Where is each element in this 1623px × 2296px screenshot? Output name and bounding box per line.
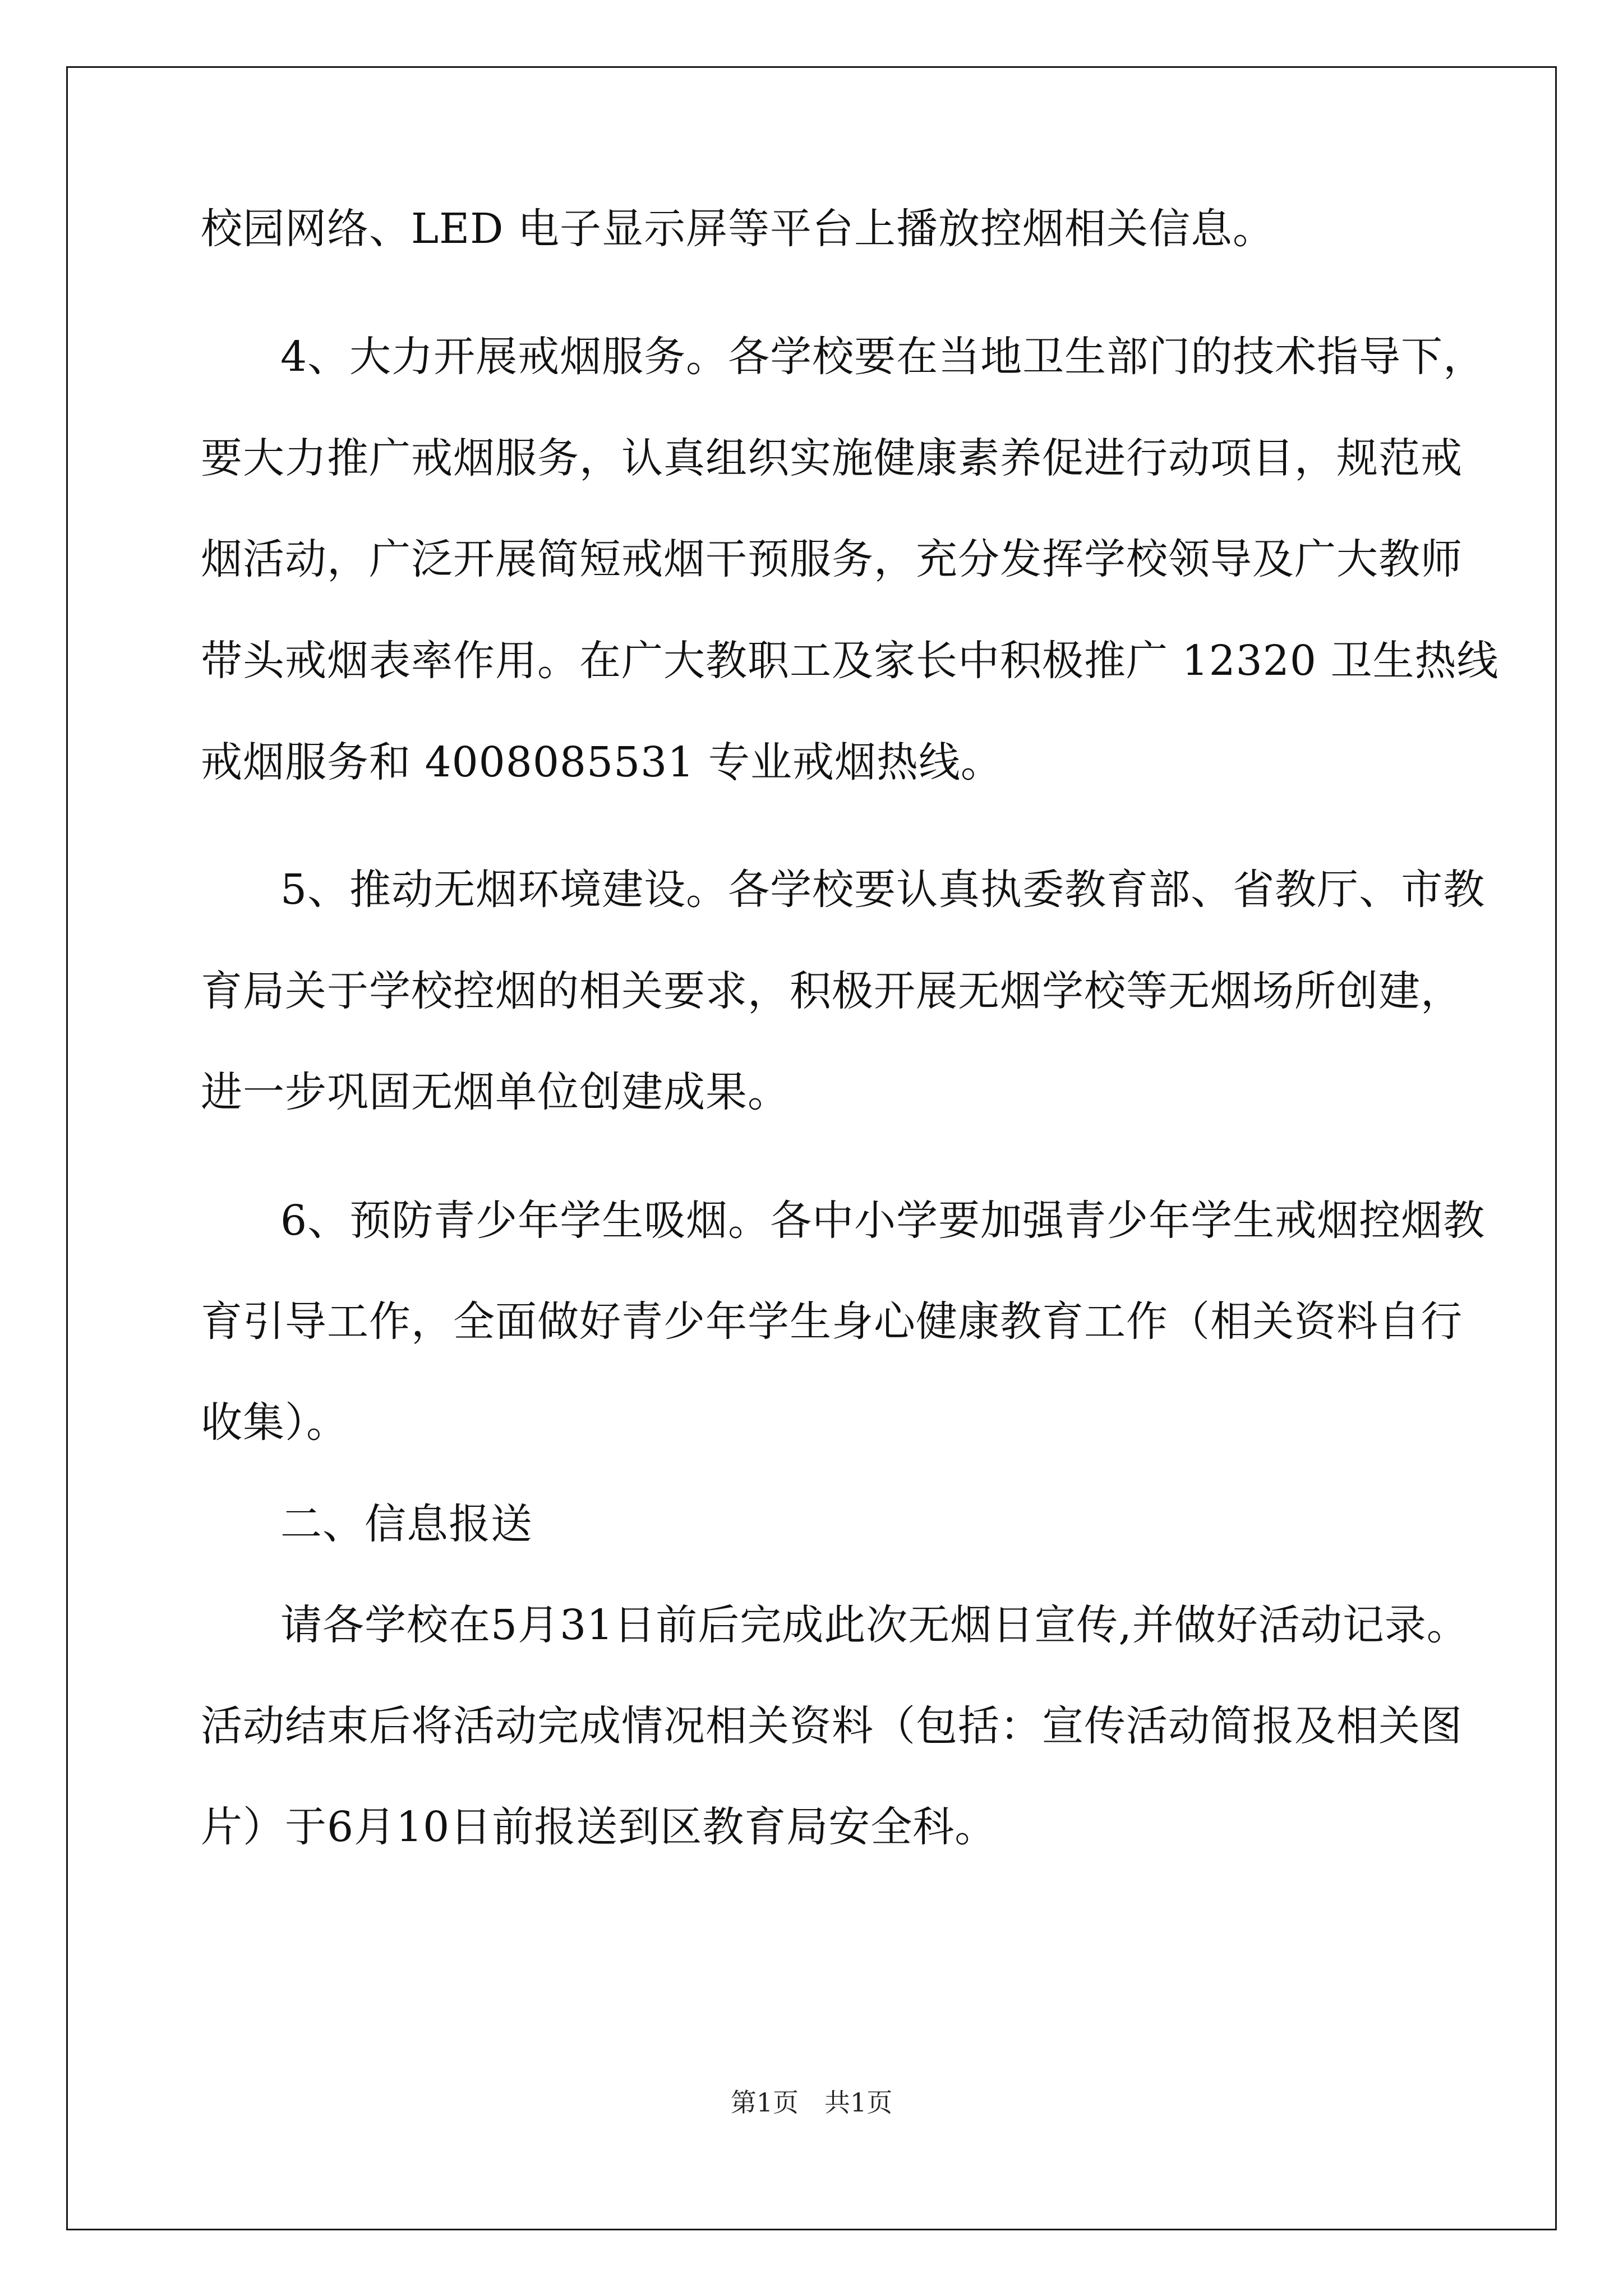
paragraph-6-line-1: 6、预防青少年学生吸烟。各中小学要加强青少年学生戒烟控烟教: [280, 1197, 1486, 1245]
paragraph-4-line-4: 带头戒烟表率作用。在广大教职工及家长中积极推广 12320 卫生热线: [201, 637, 1499, 685]
page-border: [66, 66, 1557, 2230]
paragraph-7-line-1: 请各学校在5月31日前后完成此次无烟日宣传,并做好活动记录。: [280, 1601, 1469, 1649]
paragraph-4-line-1: 4、大力开展戒烟服务。各学校要在当地卫生部门的技术指导下，: [280, 333, 1486, 381]
page-number-footer: 第1页 共1页: [730, 2087, 893, 2118]
paragraph-4-line-2: 要大力推广戒烟服务，认真组织实施健康素养促进行动项目，规范戒: [201, 434, 1463, 482]
body-line-1: 校园网络、LED 电子显示屏等平台上播放控烟相关信息。: [201, 205, 1275, 253]
section-heading: 二、信息报送: [280, 1500, 533, 1548]
paragraph-6-line-3: 收集）。: [201, 1398, 348, 1447]
paragraph-4-line-5: 戒烟服务和 4008085531 专业戒烟热线。: [201, 738, 1003, 786]
paragraph-7-line-2: 活动结束后将活动完成情况相关资料（包括：宣传活动简报及相关图: [201, 1702, 1463, 1750]
paragraph-5-line-2: 育局关于学校控烟的相关要求，积极开展无烟学校等无烟场所创建，: [201, 967, 1463, 1015]
paragraph-4-line-3: 烟活动，广泛开展简短戒烟干预服务，充分发挥学校领导及广大教师: [201, 535, 1463, 583]
paragraph-5-line-1: 5、推动无烟环境建设。各学校要认真执委教育部、省教厅、市教: [280, 866, 1486, 914]
paragraph-6-line-2: 育引导工作，全面做好青少年学生身心健康教育工作（相关资料自行: [201, 1297, 1463, 1346]
paragraph-5-line-3: 进一步巩固无烟单位创建成果。: [201, 1068, 790, 1116]
paragraph-7-line-3: 片）于6月10日前报送到区教育局安全科。: [201, 1803, 997, 1851]
